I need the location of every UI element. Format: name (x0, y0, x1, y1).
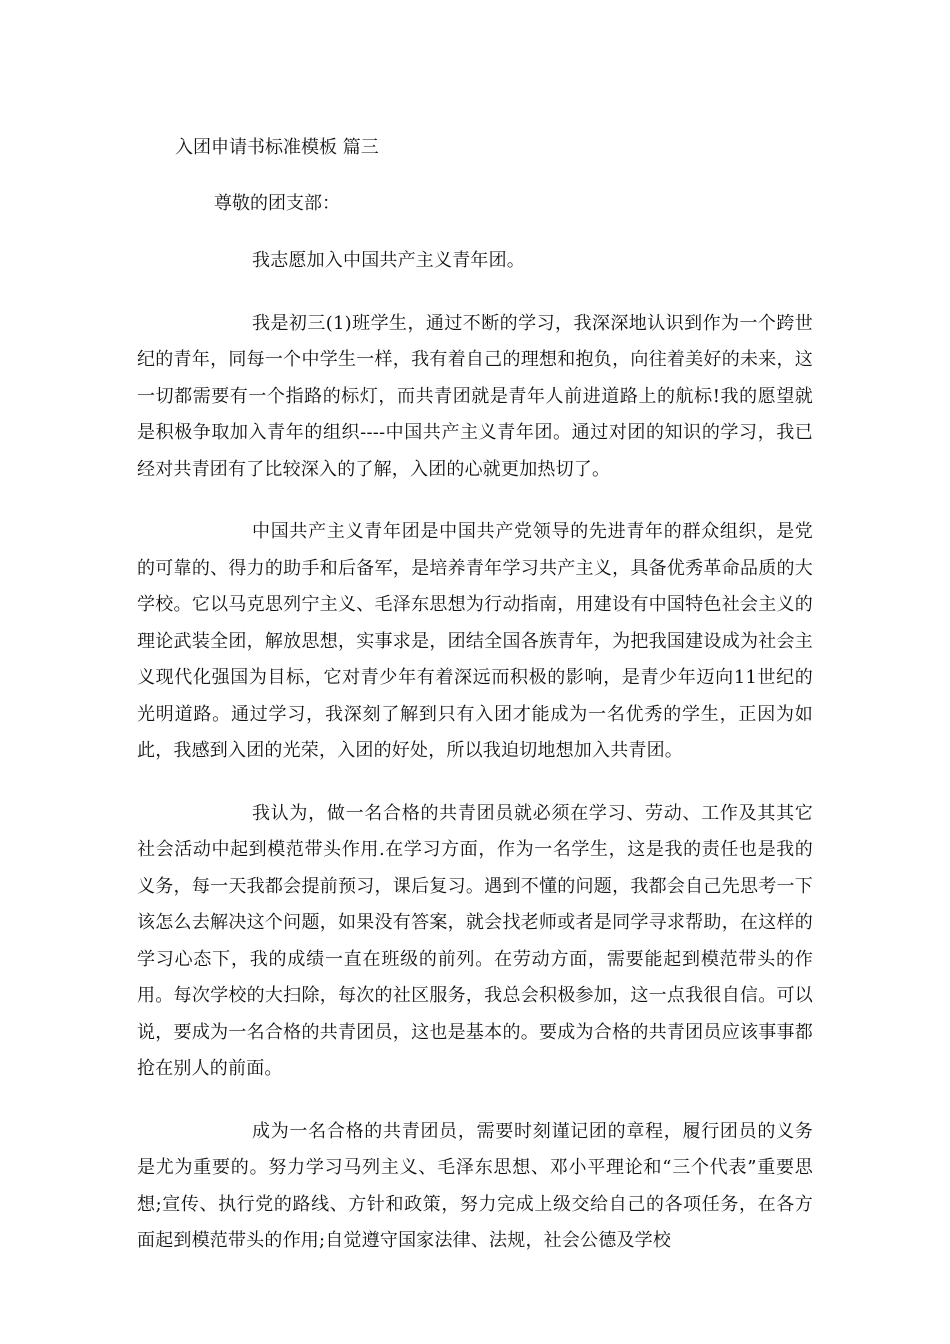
paragraph-2: 我是初三(1)班学生，通过不断的学习，我深深地认识到作为一个跨世纪的青年，同每一个中学生一样，我有着自己的理想和抱负，向往着美好的未来，这一切都需要有一个指路的标灯，而共青团就是青年人前进道路上的航标!我的愿望就是积极争取加入青年的组织----中国共产主义青年团。通过对团的知识的学习，我已经对共青团有了比较深入的了解，入团的心就更加热切了。 (137, 312, 813, 480)
salutation: 尊敬的团支部： (214, 193, 340, 214)
paragraph-4: 我认为，做一名合格的共青团员就必须在学习、劳动、工作及其其它社会活动中起到模范带头作用.在学习方面，作为一名学生，这是我的责任也是我的义务，每一天我都会提前预习，课后复习。遇到不懂的问题，我都会自己先思考一下该怎么去解决这个问题，如果没有答案，就会找老师或者是同学寻求帮助，在这样的学习心态下，我的成绩一直在班级的前列。在劳动方面，需要能起到模范带头的作用。每次学校的大扫除，每次的社区服务，我总会积极参加，这一点我很自信。可以说，要成为一名合格的共青团员，这也是基本的。要成为合格的共青团员应该事事都抢在别人的前面。 (137, 802, 813, 1079)
paragraph-1: 我志愿加入中国共产主义青年团。 (252, 250, 525, 271)
document-title: 入团申请书标准模板 篇三 (175, 137, 379, 158)
paragraph-5: 成为一名合格的共青团员，需要时刻谨记团的章程，履行团员的义务是尤为重要的。努力学习马列主义、毛泽东思想、邓小平理论和“三个代表”重要思想;宣传、执行党的路线、方针和政策，努力完成上级交给自己的各项任务，在各方面起到模范带头的作用;自觉遵守国家法律、法规，社会公德及学校 (137, 1120, 813, 1251)
document-body (137, 243, 813, 1286)
paragraph-3: 中国共产主义青年团是中国共产党领导的先进青年的群众组织，是党的可靠的、得力的助手和后备军，是培养青年学习共产主义，具备优秀革命品质的大学校。它以马克思列宁主义、毛泽东思想为行动指南，用建设有中国特色社会主义的理论武装全团，解放思想，实事求是，团结全国各族青年，为把我国建设成为社会主义现代化强国为目标，它对青少年有着深远而积极的影响，是青少年迈向11世纪的光明道路。通过学习，我深刻了解到只有入团才能成为一名优秀的学生，正因为如此，我感到入团的光荣，入团的好处，所以我迫切地想加入共青团。 (137, 521, 813, 761)
